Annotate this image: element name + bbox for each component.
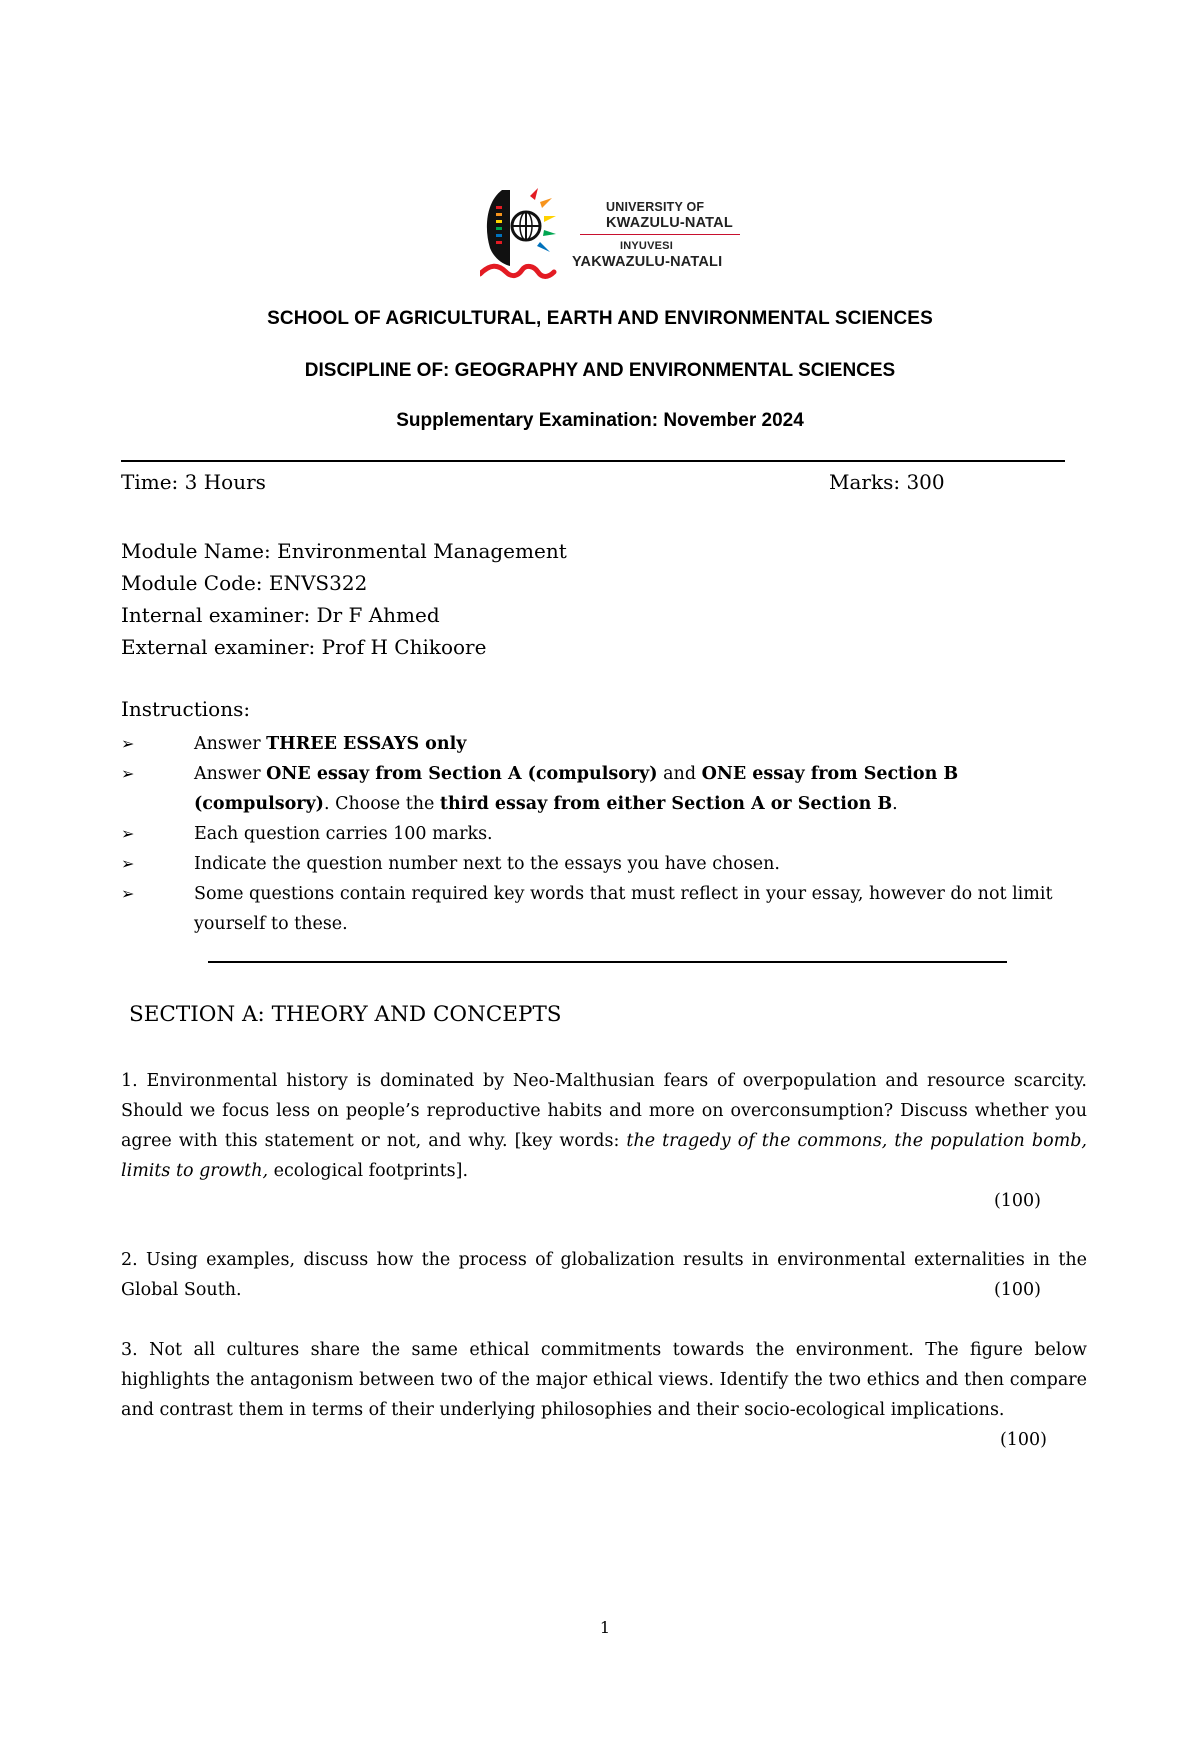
logo-text-line3: INYUVESI [620,240,673,252]
arrow-bullet-icon: ➢ [121,884,135,903]
question-text: ecological footprints]. [268,1161,469,1181]
marks-label: Marks: 300 [829,470,945,494]
discipline-title: DISCIPLINE OF: GEOGRAPHY AND ENVIRONMENTAL SCIENCES [304,360,896,381]
time-label: Time: 3 Hours [121,470,266,494]
instructions-list [121,729,1061,939]
logo-divider [580,234,740,235]
instruction-bold: third essay from either Section A or Section B [439,794,893,814]
question-marks: (100) [999,1430,1047,1450]
university-logo [480,186,740,282]
instruction-text: . Choose the [323,794,440,814]
exam-title: Supplementary Examination: November 2024 [396,410,804,431]
instruction-text: Some questions contain required key words that must reflect in your essay, however do not limit yourself to these. [194,884,1053,934]
question-keywords: the tragedy of the commons, the population bomb, limits to growth, [121,1131,1087,1181]
logo-text-line2: KWAZULU-NATAL [606,215,733,231]
instruction-text: . [892,794,898,814]
logo-text-line4: YAKWAZULU-NATALI [572,254,723,270]
instruction-bold: ONE essay from Section A (compulsory) [266,764,658,784]
instruction-text: Indicate the question number next to the essays you have chosen. [194,854,780,874]
arrow-bullet-icon: ➢ [121,854,135,873]
question-2 [121,1245,1087,1305]
question-text: 3. Not all cultures share the same ethical commitments towards the environment. The figure below highlights the antagonism between two of the major ethical views. Identify the two ethics and then compare and contrast them in terms of their underlying philosophies and their socio-ecological implications. [121,1340,1087,1420]
instructions-heading: Instructions: [121,697,251,721]
question-marks: (100) [993,1191,1041,1211]
instruction-item [121,819,1061,849]
section-divider [208,961,1007,963]
arrow-bullet-icon: ➢ [121,824,135,843]
question-1 [121,1066,1087,1216]
instruction-text: and [657,764,702,784]
question-3 [121,1335,1087,1455]
instruction-text: Answer [194,734,267,754]
instruction-item [121,879,1061,939]
question-text: 2. Using examples, discuss how the process of globalization results in environmental externalities in the Global South. [121,1250,1087,1300]
module-info [121,535,567,663]
page-number: 1 [599,1618,611,1637]
header-divider [121,460,1065,462]
ukzn-emblem-icon [480,186,575,282]
instruction-text: Answer [194,764,267,784]
question-text: 1. Environmental history is dominated by Neo-Malthusian fears of overpopulation and resource scarcity. Should we focus less on people’s reproductive habits and more on overconsumption? Discuss whether you agree with this statement or not, and why. [key words: [121,1071,1087,1151]
internal-examiner: Internal examiner: Dr F Ahmed [121,603,440,627]
external-examiner: External examiner: Prof H Chikoore [121,635,487,659]
logo-text-line1: UNIVERSITY OF [606,200,705,214]
module-name: Module Name: Environmental Management [121,539,567,563]
arrow-bullet-icon: ➢ [121,764,135,783]
instruction-item [121,759,1061,819]
instruction-bold: THREE ESSAYS only [266,734,467,754]
section-a-title: SECTION A: THEORY AND CONCEPTS [129,1002,562,1027]
question-marks: (100) [993,1280,1041,1300]
module-code: Module Code: ENVS322 [121,571,368,595]
instruction-bold: ONE essay from Section B (compulsory) [194,764,959,814]
school-title: SCHOOL OF AGRICULTURAL, EARTH AND ENVIRONMENTAL SCIENCES [267,308,933,329]
instruction-item [121,849,1061,879]
arrow-bullet-icon: ➢ [121,734,135,753]
instruction-text: Each question carries 100 marks. [194,824,493,844]
instruction-item [121,729,1061,759]
